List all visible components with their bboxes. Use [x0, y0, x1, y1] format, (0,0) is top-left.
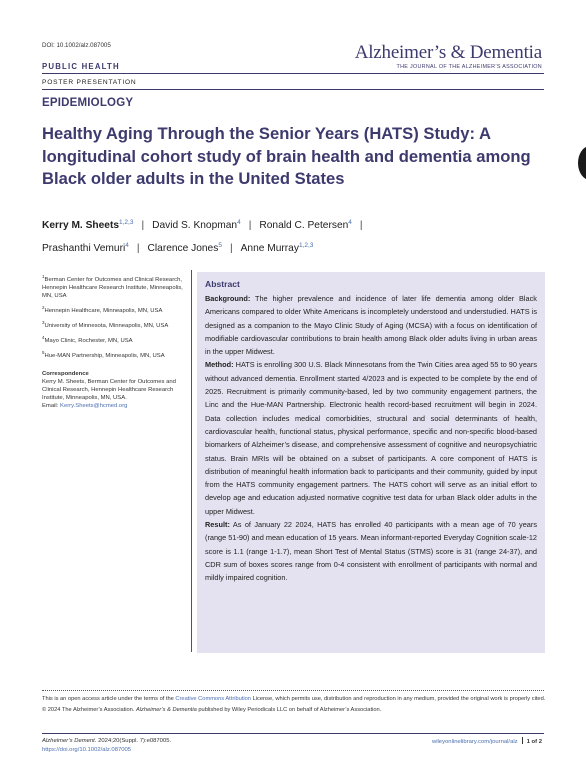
author-affiliation-ref[interactable]: 1,2,3: [298, 242, 314, 249]
author[interactable]: [42, 243, 129, 254]
presentation-type: POSTER PRESENTATION: [42, 79, 137, 86]
author[interactable]: [241, 243, 314, 254]
cc-license-link[interactable]: Creative Commons Attribution: [175, 696, 251, 702]
correspondence-heading: Correspondence: [42, 370, 89, 377]
email-link[interactable]: Kerry.Sheets@hcmed.org: [60, 402, 128, 409]
author-name: Clarence Jones: [147, 243, 219, 254]
author-separator: |: [359, 220, 363, 231]
affiliation: $^5$Hue-MAN Partnership, Minneapolis, MN, USA: [42, 349, 165, 359]
journal-logo: [355, 44, 542, 70]
article-title: Healthy Aging Through the Senior Years (HATS) Study: A longitudinal cohort study of brain health and dementia among Black older adults in the United States: [42, 124, 531, 188]
affiliation: $^2$Hennepin Healthcare, Minneapolis, MN, USA: [42, 304, 163, 314]
abstract-box: [197, 272, 545, 653]
footer-right: [432, 737, 542, 745]
author-affiliation-ref[interactable]: 4: [348, 219, 352, 226]
author-separator: |: [136, 243, 140, 254]
column-divider: [191, 270, 192, 652]
category-heading: EPIDEMIOLOGY: [42, 97, 134, 109]
citation: [42, 737, 171, 754]
author[interactable]: [148, 243, 222, 254]
edge-shape: [578, 146, 586, 180]
abstract-background: Background: The higher prevalence and incidence of later life dementia among older Black Americans compared to older White Americans is incompletely understood and understudied. HATS is designed as a companion to the Mayo Clinic Study of Aging (MCSA) with a focus on identification of modifiable cardiovascular contributions to brain health among Black older adults living in urban areas in the upper Midwest.: [205, 294, 537, 357]
author-name: Ronald C. Petersen: [259, 220, 349, 231]
divider: [42, 73, 544, 74]
author-name: David S. Knopman: [152, 220, 238, 231]
author[interactable]: [259, 220, 352, 231]
correspondence-text: Kerry M. Sheets, Berman Center for Outcomes and Clinical Research, Hennepin Healthcare Research Institute, Minneapolis, MN, USA.: [42, 378, 176, 401]
abstract-heading: Abstract: [205, 279, 240, 289]
divider: [42, 733, 544, 734]
citation-line: Alzheimer’s Dement. 2024;20(Suppl. 7):e087005.: [42, 738, 172, 744]
author-affiliation-ref[interactable]: 4: [125, 242, 129, 249]
author-name: Anne Murray: [240, 243, 299, 254]
author[interactable]: [152, 220, 241, 231]
author-affiliation-ref[interactable]: 4: [237, 219, 241, 226]
author-name: Kerry M. Sheets: [42, 220, 120, 231]
page-number: 1 of 2: [526, 739, 542, 745]
section-label: PUBLIC HEALTH: [42, 62, 120, 71]
author-name: Prashanthi Vemuri: [42, 243, 126, 254]
license-text: This is an open access article under the terms of the Creative Commons Attribution License, which permits use, distribution and reproduction in any medium, provided the original work is properly cited.: [42, 696, 546, 702]
author-affiliation-ref[interactable]: 1,2,3: [119, 219, 134, 226]
author-separator: |: [229, 243, 233, 254]
divider: [42, 690, 544, 691]
author-separator: |: [141, 220, 145, 231]
abstract-result: Result: As of January 22 2024, HATS has enrolled 40 participants with a mean age of 70 years (range 51-90) and mean education of 15 years. Mean informant-reported Everyday Cognition scale-12 score is 1.1 (range 1-1.7), mean Short Test of Mental Status (STMS) score is 31 (range 24-37), and CDR sum of boxes scores range from 0-4 consistent with enrollment of participants with normal and mildly impaired cognition.: [205, 520, 538, 583]
journal-subtitle: THE JOURNAL OF THE ALZHEIMER’S ASSOCIATION: [396, 64, 542, 70]
article-doi: DOI: 10.1002/alz.087005: [42, 42, 111, 49]
affiliation: $^3$University of Minnesota, Minneapolis, MN, USA: [42, 319, 169, 329]
affiliation: $^1$Berman Center for Outcomes and Clinical Research, Hennepin Healthcare Research Institute, Minneapolis, MN, USA: [42, 274, 183, 299]
abstract-method: Method: HATS is enrolling 300 U.S. Black Minnesotans from the Twin Cities area aged 55 to 90 years without advanced dementia. Enrollment started 4/2023 and is expected to be complete by the end of 2025. Recruitment is primarily community-based, led by two community engagement partners, the Linc and the Hue-MAN Partnership. Electronic health record-based recruitment will begin in 2024. Data collection includes medical comorbidities, structural and social determinants of health, cardiovascular health, functional status, physical performance, specific and non-specific blood-based biomarkers of Alzheimer’s disease, and comprehensive assessment of cognitive and neuropsychiatric status. Brain MRIs will be obtained on a subset of participants. A core component of HATS is distribution of meaningful health information back to participants and their community, guided by input from the HATS community engagement partners. The HATS cohort will serve as an initial effort to develop age and education adjusted normative cognitive test data for urban Black older adults in the upper Midwest.: [205, 360, 537, 516]
affiliations: [42, 273, 187, 410]
author[interactable]: [42, 220, 133, 231]
affiliation: $^4$Mayo Clinic, Rochester, MN, USA: [42, 334, 133, 344]
journal-website-link[interactable]: wileyonlinelibrary.com/journal/alz: [431, 739, 518, 745]
author-list: [42, 213, 552, 259]
journal-name: Alzheimer’s & Dementia: [354, 42, 542, 63]
author-separator: |: [248, 220, 252, 231]
author-affiliation-ref[interactable]: 5: [218, 242, 222, 249]
copyright-text: © 2024 The Alzheimer’s Association. Alzheimer’s & Dementia published by Wiley Periodicals LLC on behalf of Alzheimer’s Association.: [42, 706, 382, 713]
footer-separator: [522, 737, 523, 744]
correspondence-email: Email: Kerry.Sheets@hcmed.org: [42, 402, 128, 409]
license-notice: [42, 695, 547, 716]
divider: [42, 89, 544, 90]
doi-link[interactable]: https://doi.org/10.1002/alz.087005: [42, 746, 132, 753]
